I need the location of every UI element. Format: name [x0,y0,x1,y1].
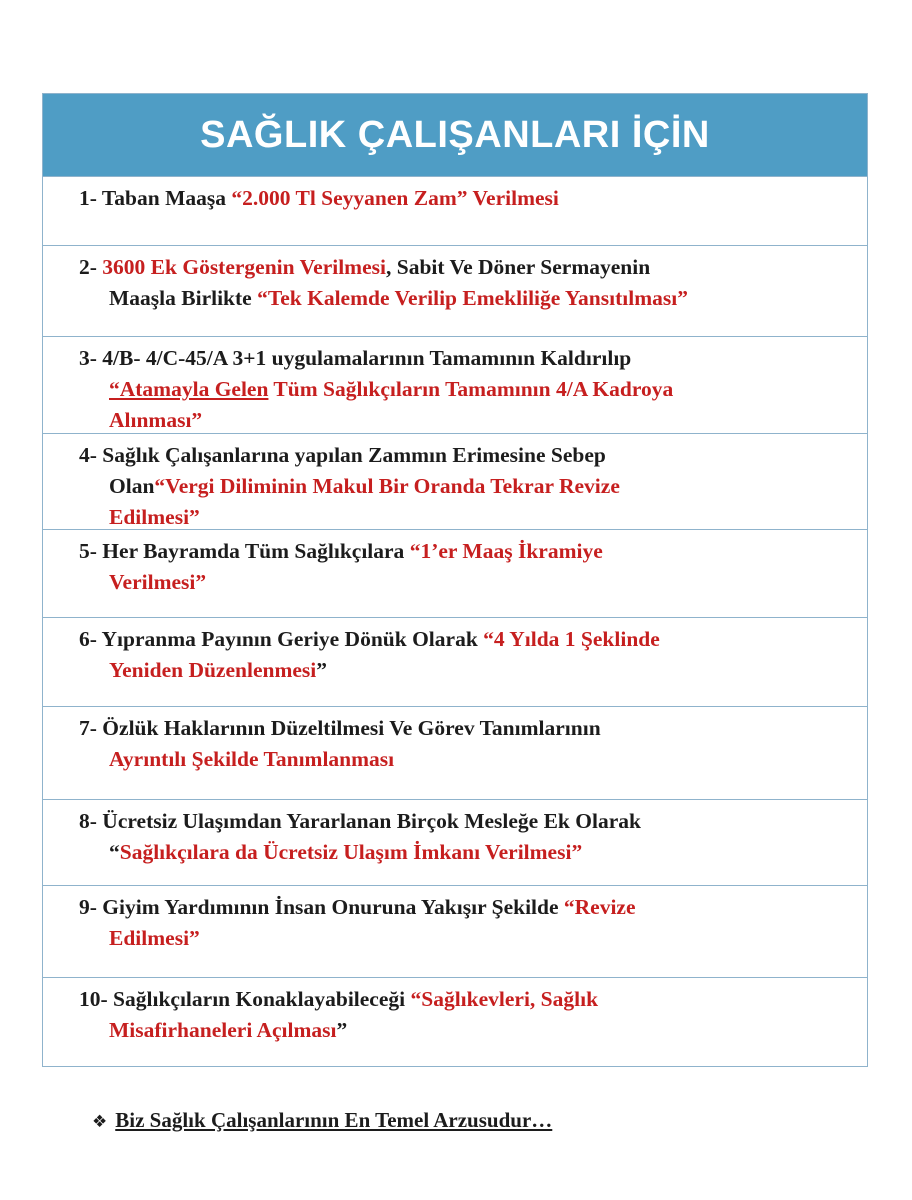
table-row: 1- Taban Maaşa “2.000 Tl Seyyanen Zam” Verilmesi [43,177,867,246]
table-row: 6- Yıpranma Payının Geriye Dönük Olarak “4 Yılda 1 Şeklinde Yeniden Düzenlenmesi” [43,618,867,707]
page-title: SAĞLIK ÇALIŞANLARI İÇİN [200,113,710,156]
diamond-bullet-icon: ❖ [92,1112,108,1132]
table-row: 3- 4/B- 4/C-45/A 3+1 uygulamalarının Tamamının Kaldırılıp “Atamayla Gelen Tüm Sağlıkçıların Tamamının 4/A Kadroya Alınması” [43,337,867,434]
table-row: 9- Giyim Yardımının İnsan Onuruna Yakışır Şekilde “Revize Edilmesi” [43,886,867,978]
footer-text: Biz Sağlık Çalışanlarının En Temel Arzusudur… [115,1108,553,1132]
table-row: 10- Sağlıkçıların Konaklayabileceği “Sağlıkevleri, Sağlık Misafirhaneleri Açılması” [79,987,599,1042]
table-row: 7- Özlük Haklarının Düzeltilmesi Ve Görev Tanımlarının Ayrıntılı Şekilde Tanımlanması [43,707,867,800]
footer-note [92,1108,552,1133]
table-row: 4- Sağlık Çalışanlarına yapılan Zammın Erimesine Sebep Olan“Vergi Diliminin Makul Bir Oranda Tekrar Revize Edilmesi” [43,434,867,530]
table-row: 5- Her Bayramda Tüm Sağlıkçılara “1’er Maaş İkramiye Verilmesi” [43,530,867,618]
table-row: 8- Ücretsiz Ulaşımdan Yararlanan Birçok Mesleğe Ek Olarak “Sağlıkçılara da Ücretsiz Ulaşım İmkanı Verilmesi” [43,800,867,886]
table-row: 2- 3600 Ek Göstergenin Verilmesi, Sabit Ve Döner Sermayenin Maaşla Birlikte “Tek Kalemde Verilip Emekliliğe Yansıtılması” [43,246,867,337]
table-header [43,94,867,177]
demands-table [42,93,868,1067]
